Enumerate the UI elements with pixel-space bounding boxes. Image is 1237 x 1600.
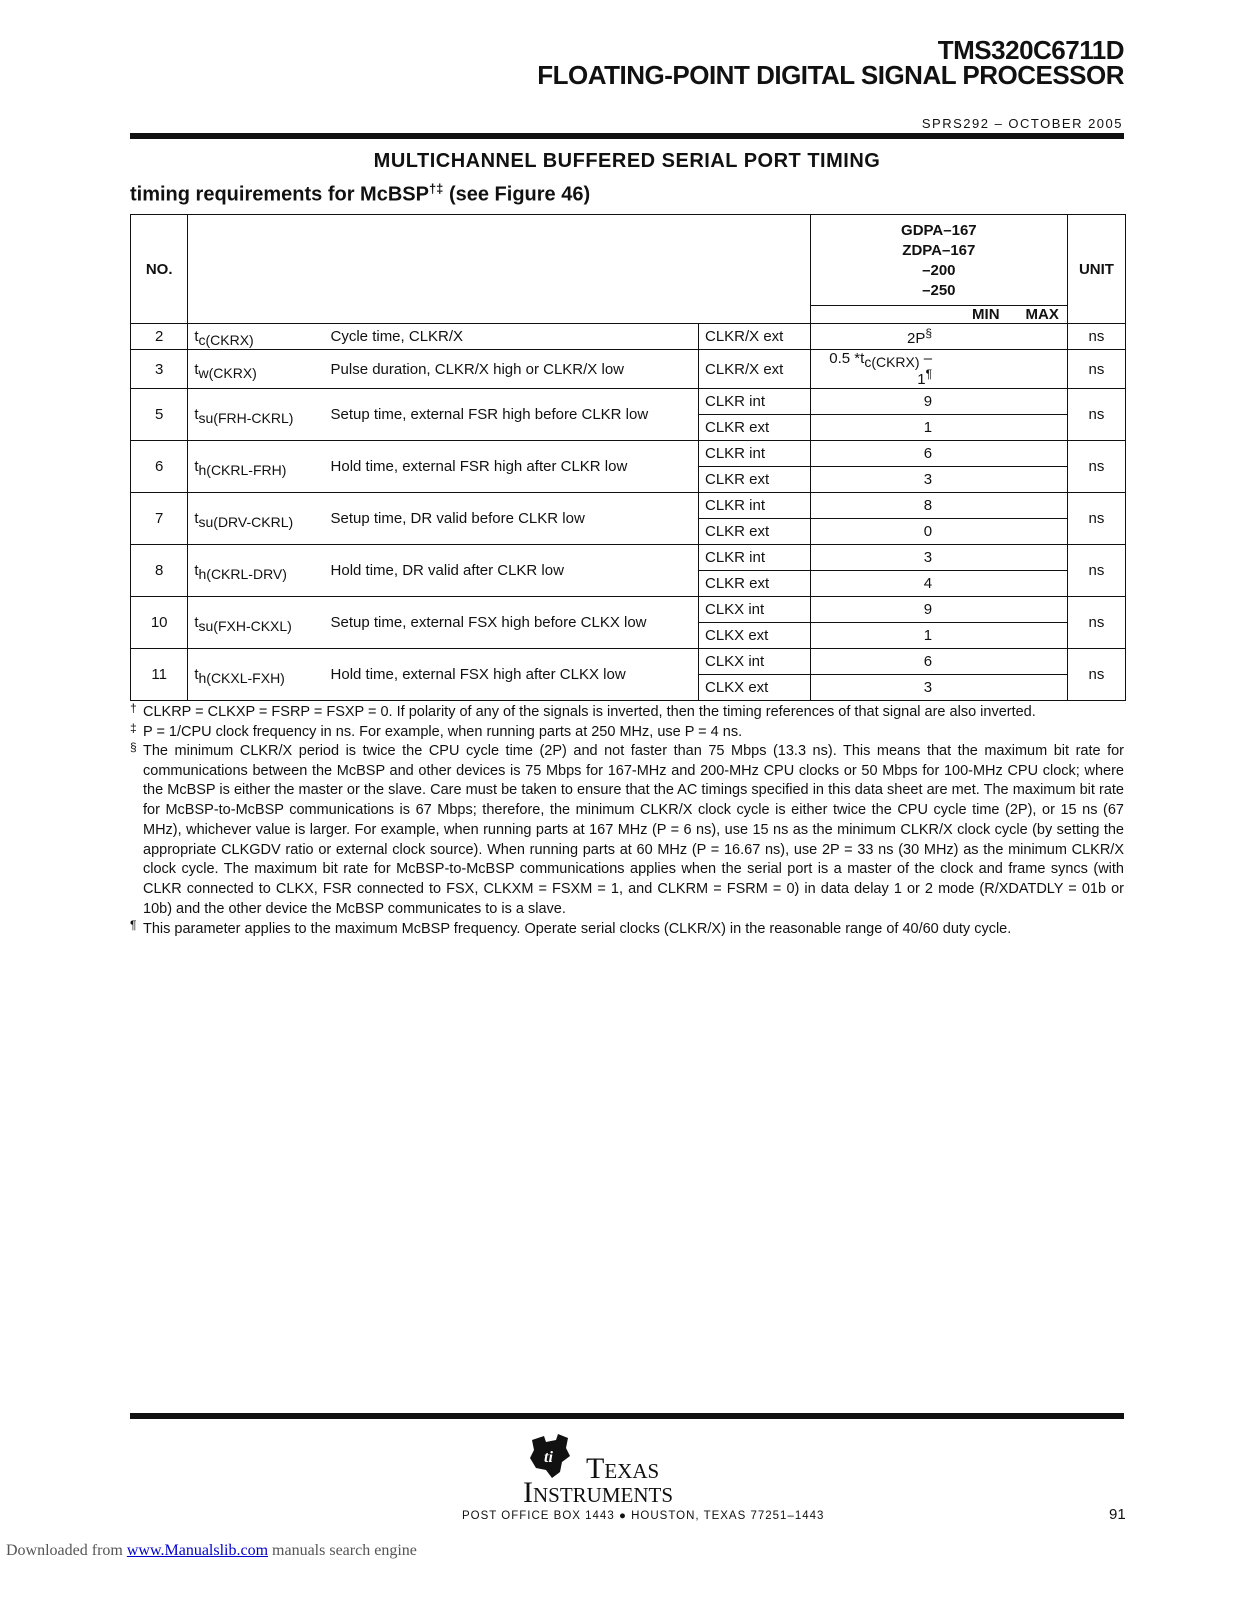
max-cell [1000, 467, 1067, 493]
download-suffix: manuals search engine [268, 1542, 417, 1559]
min-cell [810, 597, 1000, 623]
device-grade-line: GDPA–167 [901, 222, 977, 239]
min-value: 3 [923, 471, 933, 488]
table-row [131, 649, 1126, 675]
max-cell [1000, 324, 1067, 350]
clock-condition: CLKR ext [698, 467, 810, 493]
min-value: 8 [923, 497, 933, 514]
clock-condition: CLKR/X ext [698, 324, 810, 350]
device-grade-line: –250 [922, 282, 956, 299]
footnote-text: The minimum CLKR/X period is twice the CPU cycle time (2P) and not faster than 75 Mbps (13.3 ns). This means that the maximum bit rate for communications between the McBSP and other devices is 75 Mbps for 167-MHz and 200-MHz CPU clocks or 50 Mbps for 100-MHz CPU clock; where the McBSP is either the master or the slave. Care must be taken to ensure that the AC timings specified in this data sheet are met. The maximum bit rate for McBSP-to-McBSP communications is 67 Mbps; therefore, the minimum CLKR/X clock cycle is either twice the CPU cycle time (2P), or 15 ns (67 MHz), whichever value is larger. For example, when running parts at 167 MHz (P = 6 ns), use 15 ns as the minimum CLKR/X clock cycle (by setting the appropriate CLKGDV ratio or external clock source). When running parts at 60 MHz (P = 16.67 ns), use 2P = 33 ns (30 MHz) as the minimum CLKR/X clock cycle. The maximum bit rate for McBSP-to-McBSP communications applies when the serial port is a master of the clock and frame syncs (with CLKR connected to CLKX, FSR connected to FSX, CLKXM = FSXM = 1, and CLKRM = FSRM = 0) in data delay 1 or 2 mode (R/XDATDLY = 01b or 10b) and the other device the McBSP communicates to is a slave. [143, 743, 1124, 917]
min-value: 1 [923, 627, 933, 644]
param-description: Hold time, DR valid after CLKR low [325, 545, 699, 597]
table-title [130, 181, 590, 207]
footnote-mark: ‡ [130, 721, 137, 735]
max-cell [1000, 441, 1067, 467]
clock-condition: CLKR ext [698, 519, 810, 545]
clock-condition: CLKR ext [698, 415, 810, 441]
param-symbol [188, 389, 325, 441]
param-number: 8 [131, 545, 188, 597]
column-header-min-max [810, 306, 1067, 324]
param-unit: ns [1067, 493, 1125, 545]
max-cell [1000, 389, 1067, 415]
timing-table-body [131, 324, 1126, 701]
param-symbol [188, 324, 325, 350]
param-description: Hold time, external FSX high after CLKX low [325, 649, 699, 701]
min-value: 6 [923, 445, 933, 462]
min-cell [810, 649, 1000, 675]
param-symbol-subscript: su(DRV-CKRL) [198, 514, 294, 530]
min-value-subscript: c(CKRX) [864, 354, 920, 370]
clock-condition: CLKR ext [698, 571, 810, 597]
param-description: Pulse duration, CLKR/X high or CLKR/X low [325, 350, 699, 389]
param-symbol [188, 597, 325, 649]
min-cell [810, 467, 1000, 493]
min-value: 0 [923, 523, 933, 540]
clock-condition: CLKX int [698, 649, 810, 675]
param-unit: ns [1067, 324, 1125, 350]
min-cell [810, 623, 1000, 649]
param-number: 7 [131, 493, 188, 545]
table-row [131, 597, 1126, 623]
param-description: Setup time, external FSX high before CLKX low [325, 597, 699, 649]
min-cell [810, 675, 1000, 701]
section-title: MULTICHANNEL BUFFERED SERIAL PORT TIMING [373, 150, 881, 172]
table-row [131, 493, 1126, 519]
table-row [131, 350, 1126, 389]
device-grade-line: ZDPA–167 [902, 242, 976, 259]
param-description: Cycle time, CLKR/X [325, 324, 699, 350]
min-value: 4 [923, 575, 933, 592]
footer-address [462, 1510, 824, 1522]
min-cell [810, 415, 1000, 441]
clock-condition: CLKR int [698, 441, 810, 467]
min-cell [810, 519, 1000, 545]
param-symbol [188, 493, 325, 545]
max-cell [1000, 493, 1067, 519]
min-value: 6 [923, 653, 933, 670]
address-city: HOUSTON, TEXAS 77251–1443 [631, 1510, 825, 1522]
column-header-no: NO. [131, 215, 188, 324]
param-number: 6 [131, 441, 188, 493]
max-cell [1000, 415, 1067, 441]
clock-condition: CLKR/X ext [698, 350, 810, 389]
table-title-footnote-marks: †‡ [428, 181, 444, 196]
param-symbol-base: t [194, 666, 199, 683]
table-row [131, 324, 1126, 350]
max-cell [1000, 350, 1067, 389]
max-cell [1000, 519, 1067, 545]
param-symbol [188, 350, 325, 389]
clock-condition: CLKR int [698, 389, 810, 415]
table-row [131, 441, 1126, 467]
footnote-double-dagger [130, 723, 1124, 743]
param-description: Setup time, external FSR high before CLKR low [325, 389, 699, 441]
param-number: 11 [131, 649, 188, 701]
logo-wordmark-line2: Instruments [523, 1476, 674, 1509]
min-cell [810, 571, 1000, 597]
param-description: Setup time, DR valid before CLKR low [325, 493, 699, 545]
footnote-section [130, 742, 1124, 919]
param-symbol-base: t [194, 510, 199, 527]
param-symbol-subscript: c(CKRX) [198, 332, 254, 348]
max-cell [1000, 597, 1067, 623]
param-symbol [188, 649, 325, 701]
clock-condition: CLKX int [698, 597, 810, 623]
param-symbol-subscript: h(CKRL-FRH) [198, 462, 287, 478]
param-unit: ns [1067, 545, 1125, 597]
param-symbol-base: t [194, 458, 199, 475]
param-unit: ns [1067, 649, 1125, 701]
param-symbol-subscript: w(CKRX) [198, 364, 257, 381]
min-cell [810, 545, 1000, 571]
min-footnote-mark: ¶ [925, 367, 933, 381]
table-title-text: timing requirements for McBSP [130, 183, 429, 206]
min-footnote-mark: § [925, 326, 933, 340]
footer-rule [130, 1413, 1124, 1419]
min-value-prefix: 0.5 *t [829, 350, 865, 367]
part-number: TMS320C6711D [937, 35, 1124, 65]
max-cell [1000, 571, 1067, 597]
param-symbol-base: t [194, 562, 199, 579]
clock-condition: CLKX ext [698, 623, 810, 649]
column-header-unit: UNIT [1067, 215, 1125, 324]
footnote-text: CLKRP = CLKXP = FSRP = FSXP = 0. If polarity of any of the signals is inverted, then the timing references of that signal are also inverted. [143, 704, 1036, 720]
footnote-mark: § [130, 740, 137, 754]
timing-table [130, 214, 1126, 701]
param-unit: ns [1067, 350, 1125, 389]
min-value: 3 [923, 549, 933, 566]
clock-condition: CLKR int [698, 493, 810, 519]
document-reference: SPRS292 – OCTOBER 2005 [921, 116, 1123, 131]
param-symbol [188, 545, 325, 597]
bullet-icon: ● [618, 1510, 627, 1522]
max-cell [1000, 623, 1067, 649]
param-symbol-subscript: su(FXH-CKXL) [198, 618, 292, 634]
min-value-suffix: –1 [917, 350, 933, 388]
max-cell [1000, 675, 1067, 701]
column-header-min: MIN [972, 306, 1000, 323]
document-subtitle: FLOATING-POINT DIGITAL SIGNAL PROCESSOR [537, 60, 1124, 90]
param-symbol-subscript: h(CKXL-FXH) [198, 670, 285, 686]
svg-text:ti: ti [544, 1449, 553, 1466]
min-value: 9 [923, 601, 933, 618]
param-symbol-base: t [194, 360, 199, 378]
param-number: 5 [131, 389, 188, 441]
footnote-text: This parameter applies to the maximum McBSP frequency. Operate serial clocks (CLKR/X) in the reasonable range of 40/60 duty cycle. [143, 921, 1012, 937]
footnote-mark: † [130, 701, 137, 715]
param-unit: ns [1067, 597, 1125, 649]
param-number: 10 [131, 597, 188, 649]
device-grade-line: –200 [922, 262, 956, 279]
min-value: 2P [907, 330, 926, 347]
param-symbol-subscript: su(FRH-CKRL) [198, 410, 294, 426]
min-cell [810, 441, 1000, 467]
address-box: POST OFFICE BOX 1443 [462, 1510, 615, 1522]
table-row [131, 389, 1126, 415]
min-value: 1 [923, 419, 933, 436]
column-header-parameter [188, 215, 810, 324]
param-symbol-base: t [194, 614, 199, 631]
header-rule [130, 133, 1124, 139]
param-number: 3 [131, 350, 188, 389]
param-symbol [188, 441, 325, 493]
download-prefix: Downloaded from [6, 1542, 127, 1559]
page-number: 91 [1109, 1506, 1126, 1523]
logo-wordmark-line1: Texas [586, 1452, 660, 1485]
download-notice [6, 1542, 417, 1560]
max-cell [1000, 545, 1067, 571]
param-description: Hold time, external FSR high after CLKR low [325, 441, 699, 493]
param-unit: ns [1067, 389, 1125, 441]
footnote-pilcrow [130, 920, 1124, 940]
clock-condition: CLKX ext [698, 675, 810, 701]
param-symbol-base: t [194, 328, 199, 345]
table-row [131, 545, 1126, 571]
footnote-dagger [130, 703, 1124, 723]
min-value: 9 [923, 393, 933, 410]
min-cell [810, 389, 1000, 415]
footnote-text: P = 1/CPU clock frequency in ns. For example, when running parts at 250 MHz, use P = 4 ns. [143, 724, 743, 740]
param-symbol-base: t [194, 406, 199, 423]
clock-condition: CLKR int [698, 545, 810, 571]
min-cell [810, 493, 1000, 519]
min-cell [810, 324, 1000, 350]
min-cell [810, 350, 1000, 389]
manualslib-link[interactable]: www.Manualslib.com [126, 1542, 269, 1559]
table-title-suffix: (see Figure 46) [443, 183, 591, 206]
footnote-mark: ¶ [130, 918, 137, 932]
column-header-max: MAX [1025, 306, 1059, 323]
param-symbol-subscript: h(CKRL-DRV) [198, 566, 287, 582]
param-unit: ns [1067, 441, 1125, 493]
column-header-device [810, 215, 1067, 306]
max-cell [1000, 649, 1067, 675]
min-value: 3 [923, 679, 933, 696]
param-number: 2 [131, 324, 188, 350]
